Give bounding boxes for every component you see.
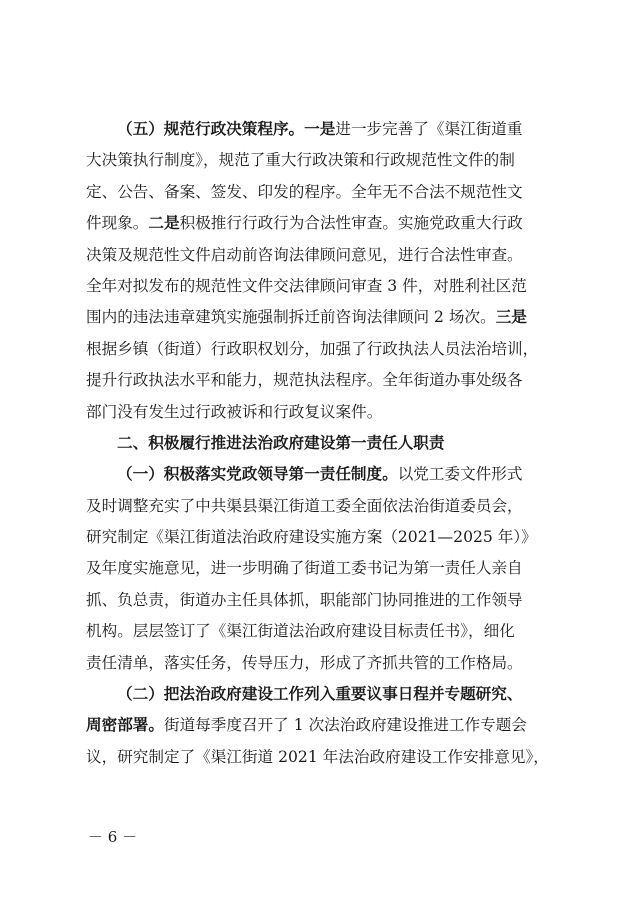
text-line — [86, 208, 572, 239]
text-line — [86, 491, 572, 522]
text-segment: 进一步完善了《渠江街道重 — [335, 120, 523, 138]
text-line — [86, 145, 572, 176]
page-number: － 6 － — [88, 828, 138, 846]
text-segment: 提升行政执法水平和能力，规范执法程序。全年街道办事处级各 — [86, 371, 523, 390]
document-body — [86, 114, 572, 773]
text-line — [86, 585, 572, 616]
text-segment: 围内的违法违章建筑实施强制拆迁前咨询法律顾问 2 场次。 — [86, 308, 496, 327]
text-segment: 二是 — [148, 214, 180, 233]
text-line — [86, 710, 572, 741]
text-line — [86, 459, 572, 490]
text-segment: 二、积极履行推进法治政府建设第一责任人职责 — [117, 433, 445, 452]
text-segment: 议，研究制定了《渠江街道 2021 年法治政府建设工作安排意见》， — [86, 747, 549, 766]
text-segment: 部门没有发生过行政被诉和行政复议案件。 — [86, 402, 383, 421]
text-line — [86, 397, 572, 428]
text-segment: 机构。层层签订了《渠江街道法治政府建设目标责任书》，细化 — [86, 622, 515, 641]
text-segment: 研究制定《渠江街道法治政府建设实施方案（2021—2025 年）》 — [86, 528, 537, 547]
text-line — [86, 679, 572, 710]
text-line — [86, 302, 572, 333]
text-line — [86, 334, 572, 365]
text-segment: 街道每季度召开了 1 次法治政府建设推进工作专题会 — [163, 716, 527, 735]
text-segment: 全年对拟发布的规范性文件交法律顾问审查 3 件，对胜利社区范 — [86, 276, 527, 295]
text-line — [86, 553, 572, 584]
text-line — [86, 177, 572, 208]
text-line — [86, 240, 572, 271]
text-segment: 及时调整充实了中共渠县渠江街道工委全面依法治街道委员会， — [86, 496, 523, 515]
text-segment: （二）把法治政府建设工作列入重要议事日程并专题研究、 — [117, 685, 523, 704]
text-segment: 及年度实施意见，进一步明确了街道工委书记为第一责任人亲自 — [86, 559, 523, 578]
text-line — [86, 522, 572, 553]
text-segment: 抓、负总责，街道办主任具体抓，职能部门协同推进的工作领导 — [86, 590, 523, 609]
text-line — [86, 271, 572, 302]
text-line — [86, 114, 572, 145]
text-line — [86, 428, 572, 459]
text-segment: 大决策执行制度》，规范了重大行政决策和行政规范性文件的制 — [86, 151, 515, 170]
text-segment: 根据乡镇（街道）行政职权划分，加强了行政执法人员法治培训， — [86, 339, 539, 358]
text-segment: 责任清单，落实任务，传导压力，形成了齐抓共管的工作格局。 — [86, 653, 523, 672]
text-segment: （一）积极落实党政领导第一责任制度。 — [117, 465, 398, 484]
text-line — [86, 648, 572, 679]
text-segment: （五）规范行政决策程序。 — [117, 120, 305, 138]
text-segment: 决策及规范性文件启动前咨询法律顾问意见，进行合法性审查。 — [86, 245, 523, 264]
text-line — [86, 365, 572, 396]
text-segment: 件现象。 — [86, 214, 149, 233]
text-line — [86, 616, 572, 647]
text-segment: 定、公告、备案、签发、印发的程序。全年无不合法不规范性文 — [86, 182, 523, 201]
text-segment: 周密部署。 — [86, 716, 164, 735]
text-segment: 一是 — [304, 120, 336, 138]
text-line — [86, 742, 572, 773]
text-segment: 三是 — [495, 308, 527, 327]
text-segment: 积极推行行政行为合法性审查。实施党政重大行政 — [179, 214, 523, 233]
text-segment: 以党工委文件形式 — [397, 465, 523, 484]
